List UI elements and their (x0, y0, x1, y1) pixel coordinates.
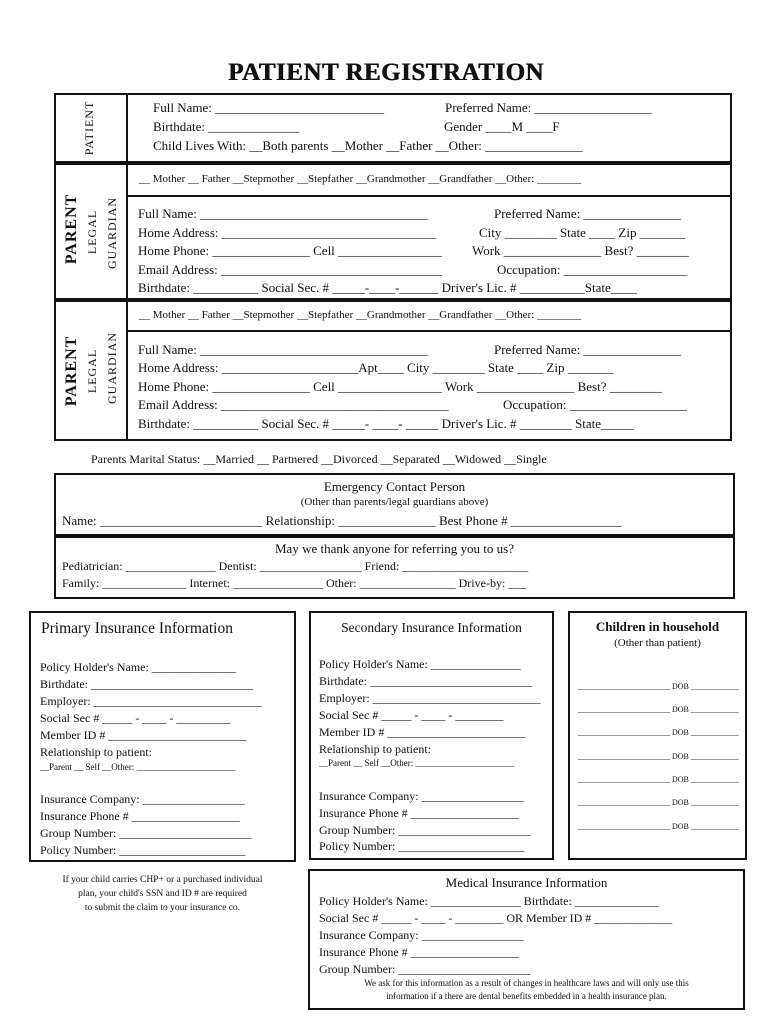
guardian2-address-field[interactable]: Home Address: _____________________Apt____ City ________ State ____ Zip _______ (138, 360, 614, 375)
guardian2-full-name-field[interactable]: Full Name: ___________________________________ (138, 342, 428, 357)
child-row[interactable]: _______________________ DOB ____________ (578, 705, 739, 714)
children-subtitle: (Other than patient) (614, 637, 701, 649)
primary-holder-field[interactable]: Policy Holder's Name: ______________ (40, 660, 236, 674)
primary-member-id-field[interactable]: Member ID # _______________________ (40, 728, 247, 742)
patient-preferred-name-field[interactable]: Preferred Name: __________________ (445, 100, 652, 115)
guardian1-birth-ssn-license-field[interactable]: Birthdate: __________ Social Sec. # _____-____-______ Driver's Lic. # __________State____ (138, 280, 637, 295)
guardian2-preferred-name-field[interactable]: Preferred Name: _______________ (494, 342, 682, 357)
primary-employer-field[interactable]: Employer: ____________________________ (40, 694, 262, 708)
guardian1-full-name-field[interactable]: Full Name: ___________________________________ (138, 206, 428, 221)
guardian2-relation-options[interactable]: __ Mother __ Father __Stepmother __Stepfather __Grandmother __Grandfather __Other: ________ (139, 309, 582, 321)
medical-phone-field[interactable]: Insurance Phone # __________________ (319, 945, 519, 959)
guardian2-email-field[interactable]: Email Address: ___________________________________ (138, 397, 449, 412)
primary-relationship-label: Relationship to patient: (40, 745, 152, 759)
medical-insurance-title: Medical Insurance Information (445, 875, 608, 890)
secondary-company-field[interactable]: Insurance Company: _________________ (319, 789, 524, 803)
marital-status-options[interactable]: Parents Marital Status: __Married __ Partnered __Divorced __Separated __Widowed __Single (91, 452, 547, 466)
secondary-phone-field[interactable]: Insurance Phone # __________________ (319, 806, 519, 820)
guardian1-work-best-field[interactable]: Work _______________ Best? ________ (472, 243, 689, 258)
emergency-subtitle: (Other than parents/legal guardians above) (300, 496, 489, 508)
guardian1-preferred-name-field[interactable]: Preferred Name: _______________ (494, 206, 682, 221)
medical-holder-birthdate-field[interactable]: Policy Holder's Name: _______________ Birthdate: ______________ (319, 894, 659, 908)
secondary-insurance-title: Secondary Insurance Information (341, 620, 522, 635)
primary-birthdate-field[interactable]: Birthdate: ___________________________ (40, 677, 253, 691)
patient-gender-field[interactable]: Gender ____M ____F (444, 119, 560, 134)
secondary-ssn-field[interactable]: Social Sec # _____ - ____ - ________ (319, 708, 504, 722)
guardian1-occupation-field[interactable]: Occupation: ___________________ (497, 262, 688, 277)
guardian2-side-guardian: GUARDIAN (105, 332, 119, 404)
primary-ssn-field[interactable]: Social Sec # _____ - ____ - _________ (40, 711, 231, 725)
child-row[interactable]: _______________________ DOB ____________ (578, 728, 739, 737)
guardian2-occupation-field[interactable]: Occupation: __________________ (503, 397, 687, 412)
guardian1-side-guardian: GUARDIAN (105, 197, 119, 269)
medical-note-line-2: information if a there are dental benefits embedded in a health insurance plan. (386, 991, 667, 1001)
primary-phone-field[interactable]: Insurance Phone # __________________ (40, 809, 240, 823)
primary-relationship-options[interactable]: __Parent __ Self __Other: ______________________ (40, 762, 236, 772)
medical-ssn-member-field[interactable]: Social Sec # _____ - ____ - ________ OR Member ID # _____________ (319, 911, 673, 925)
medical-company-field[interactable]: Insurance Company: _________________ (319, 928, 524, 942)
secondary-member-id-field[interactable]: Member ID # _______________________ (319, 725, 526, 739)
guardian2-birth-ssn-license-field[interactable]: Birthdate: __________ Social Sec. # _____- ____- _____ Driver's Lic. # ________ State_____ (138, 416, 634, 431)
emergency-contact-fields[interactable]: Name: _________________________ Relationship: _______________ Best Phone # _________________ (62, 513, 622, 528)
guardian1-email-field[interactable]: Email Address: __________________________________ (138, 262, 443, 277)
referral-line-1[interactable]: Pediatrician: _______________ Dentist: _________________ Friend: _____________________ (62, 559, 529, 573)
patient-full-name-field[interactable]: Full Name: __________________________ (153, 100, 385, 115)
guardian1-relation-options[interactable]: __ Mother __ Father __Stepmother __Stepfather __Grandmother __Grandfather __Other: ________ (139, 173, 582, 185)
child-row[interactable]: _______________________ DOB ____________ (578, 682, 739, 691)
guardian1-city-state-zip-field[interactable]: City ________ State ____ Zip _______ (479, 225, 686, 240)
secondary-group-field[interactable]: Group Number: ______________________ (319, 823, 531, 837)
guardian2-side-parent: PARENT (63, 335, 80, 407)
secondary-birthdate-field[interactable]: Birthdate: ___________________________ (319, 674, 532, 688)
medical-group-field[interactable]: Group Number: ______________________ (319, 962, 531, 976)
patient-lives-with-field[interactable]: Child Lives With: __Both parents __Mother __Father __Other: _______________ (153, 138, 583, 153)
primary-note-line-2: plan, your child's SSN and ID # are required (78, 889, 247, 899)
child-row[interactable]: _______________________ DOB ____________ (578, 752, 739, 761)
medical-note-line-1: We ask for this information as a result of changes in healthcare laws and will only use this (364, 978, 689, 988)
guardian1-side-parent: PARENT (63, 193, 80, 265)
guardian1-phone-cell-field[interactable]: Home Phone: _______________ Cell ________________ (138, 243, 443, 258)
guardian1-address-field[interactable]: Home Address: _________________________________ (138, 225, 437, 240)
primary-insurance-title: Primary Insurance Information (41, 620, 233, 637)
child-row[interactable]: _______________________ DOB ____________ (578, 775, 739, 784)
secondary-employer-field[interactable]: Employer: ____________________________ (319, 691, 541, 705)
guardian2-phone-field[interactable]: Home Phone: _______________ Cell ________________ Work _______________ Best? ________ (138, 379, 662, 394)
page-title: PATIENT REGISTRATION (228, 59, 544, 86)
emergency-title: Emergency Contact Person (323, 479, 466, 494)
children-title: Children in household (595, 619, 720, 634)
referral-title: May we thank anyone for referring you to us? (275, 541, 514, 556)
secondary-holder-field[interactable]: Policy Holder's Name: _______________ (319, 657, 521, 671)
secondary-policy-field[interactable]: Policy Number: _____________________ (319, 839, 525, 853)
child-row[interactable]: _______________________ DOB ____________ (578, 822, 739, 831)
child-row[interactable]: _______________________ DOB ____________ (578, 798, 739, 807)
guardian1-side-legal: LEGAL (85, 209, 99, 255)
patient-side-label: PATIENT (82, 100, 96, 156)
primary-company-field[interactable]: Insurance Company: _________________ (40, 792, 245, 806)
patient-birthdate-field[interactable]: Birthdate: ______________ (153, 119, 300, 134)
secondary-relationship-label: Relationship to patient: (319, 742, 431, 756)
guardian2-side-legal: LEGAL (85, 348, 99, 394)
secondary-relationship-options[interactable]: __Parent __ Self __Other: ______________________ (319, 758, 515, 768)
primary-note-line-1: If your child carries CHP+ or a purchased individual (62, 875, 263, 885)
primary-note-line-3: to submit the claim to your insurance co. (84, 903, 241, 913)
primary-policy-field[interactable]: Policy Number: _____________________ (40, 843, 246, 857)
referral-line-2[interactable]: Family: ______________ Internet: _______________ Other: ________________ Drive-by: ___ (62, 576, 527, 590)
primary-group-field[interactable]: Group Number: ______________________ (40, 826, 252, 840)
